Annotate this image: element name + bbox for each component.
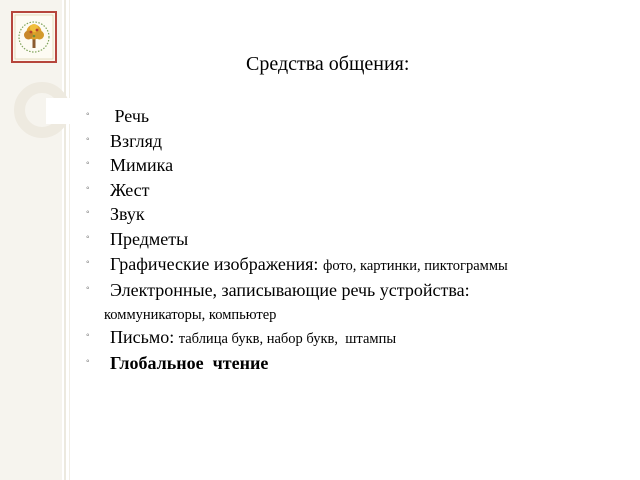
item-label: Глобальное чтение — [110, 353, 269, 374]
item-label: Жест — [110, 179, 150, 200]
item-label: Речь — [110, 106, 150, 126]
list-item-facial-expression — [80, 153, 630, 178]
decorative-line — [64, 0, 66, 480]
bullet-icon: ◦ — [86, 182, 90, 194]
bullet-icon: ◦ — [86, 329, 90, 341]
list-item-gesture — [80, 178, 630, 203]
item-detail: фото, картинки, пиктограммы — [322, 257, 508, 274]
bullet-icon: ◦ — [86, 158, 90, 170]
list-item-writing — [80, 325, 630, 352]
decorative-line-thin — [69, 0, 70, 480]
list-item-global-reading — [80, 351, 630, 376]
list-item-electronic-devices — [80, 278, 630, 325]
bullet-icon: ◦ — [86, 283, 90, 295]
bullet-icon: ◦ — [86, 356, 90, 368]
item-label: Взгляд — [110, 130, 163, 151]
item-label: Предметы — [110, 228, 189, 249]
bullet-icon: ◦ — [86, 109, 90, 120]
page-title: Средства общения: — [246, 53, 410, 75]
ring-gap — [46, 98, 70, 124]
item-label: Письмо: — [110, 326, 175, 347]
bullet-icon: ◦ — [86, 231, 90, 243]
means-list — [80, 104, 630, 376]
list-item-speech — [80, 104, 630, 129]
list-item-sound — [80, 202, 630, 227]
item-label: Мимика — [110, 155, 174, 176]
left-decorative-band — [0, 0, 62, 480]
bullet-icon: ◦ — [86, 133, 90, 145]
item-label: Звук — [110, 204, 145, 225]
item-detail: коммуникаторы, компьютер — [104, 306, 277, 323]
bullet-icon: ◦ — [86, 256, 90, 268]
list-item-gaze — [80, 129, 630, 154]
bullet-icon: ◦ — [86, 207, 90, 219]
item-detail: таблица букв, набор букв, штампы — [178, 330, 397, 347]
item-label: Графические изображения: — [110, 253, 319, 274]
list-item-graphic-images — [80, 252, 630, 279]
item-label: Электронные, записывающие речь устройства: — [110, 280, 470, 301]
tree-logo-icon — [11, 11, 57, 63]
list-item-objects — [80, 227, 630, 252]
